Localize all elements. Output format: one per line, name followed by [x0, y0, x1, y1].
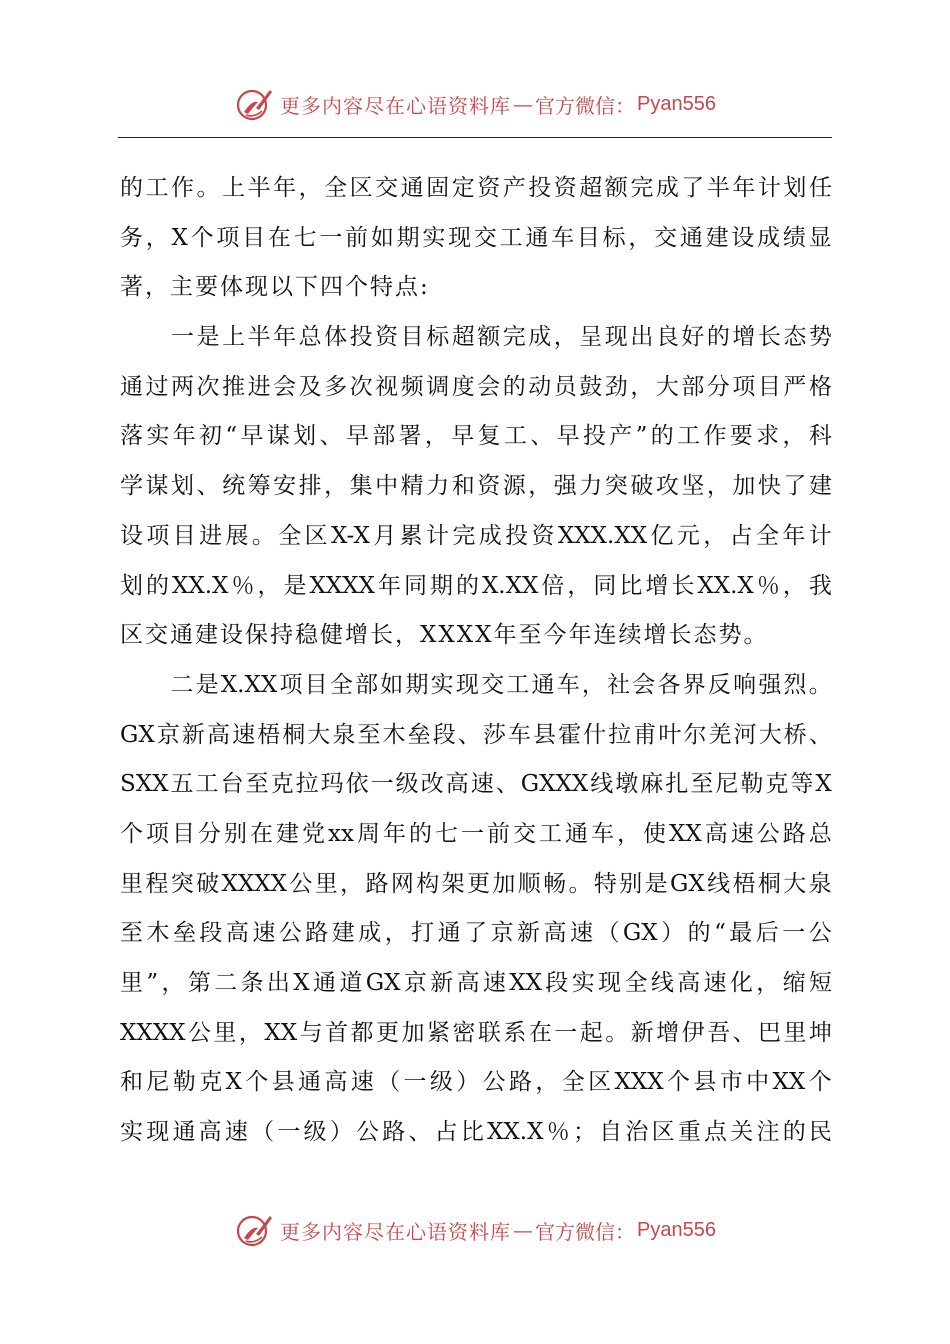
wechat-label: 官方微信：: [535, 93, 636, 118]
banner-dash: —: [513, 1218, 534, 1242]
body-line: 里 程 突 破 XXXX 公 里 ， 路 网 构 架 更 加 顺 畅 。 特 别 是 GX 线 梧 桐 大 泉: [120, 870, 832, 897]
pen-logo-icon: [234, 84, 274, 124]
body-line: XXXX 公 里 ， XX 与 首 都 更 加 紧 密 联 系 在 一 起 。 新 增 伊 吾 、 巴 里 坤: [120, 1019, 832, 1046]
body-line: 通 过 两 次 推 进 会 及 多 次 视 频 调 度 会 的 动 员 鼓 劲 ， 大 部 分 项 目 严 格: [120, 373, 832, 400]
body-line: 务 ， X 个 项 目 在 七 一 前 如 期 实 现 交 工 通 车 目 标 ， 交 通 建 设 成 绩 显: [120, 224, 832, 251]
banner-dash: —: [513, 92, 534, 116]
body-line: SXX 五 工 台 至 克 拉 玛 依 一 级 改 高 速 、 GXXX 线 墩 麻 扎 至 尼 勒 克 等 X: [120, 771, 832, 798]
header-banner: [0, 82, 950, 126]
document-body: [120, 164, 832, 1158]
pen-logo-icon: [234, 1210, 274, 1250]
body-line: 学 谋 划 、 统 筹 安 排 ， 集 中 精 力 和 资 源 ， 强 力 突 破 攻 坚 ， 加 快 了 建: [120, 473, 832, 500]
body-line: 实 现 通 高 速 （ 一 级 ） 公 路 、 占 比 XX.X ％ ； 自 治 区 重 点 关 注 的 民: [120, 1119, 832, 1146]
body-line: 划 的 XX.X ％ ， 是 XXXX 年 同 期 的 X.XX 倍 ， 同 比 增 长 XX.X ％ ， 我: [120, 572, 832, 599]
header-rule: [118, 137, 832, 138]
body-line: GX 京 新 高 速 梧 桐 大 泉 至 木 垒 段 、 莎 车 县 霍 什 拉 甫 叶 尔 羌 河 大 桥 、: [120, 721, 832, 748]
body-line: 著，主要体现以下四个特点:: [120, 274, 430, 301]
body-line: 区交通建设保持稳健增长，XXXX年至今年连续增长态势。: [120, 622, 769, 649]
banner-text: 更多内容尽在心语资料库: [280, 1219, 512, 1244]
footer-banner: [0, 1208, 950, 1252]
banner-text: 更多内容尽在心语资料库: [280, 93, 512, 118]
wechat-id: Pyan556: [637, 92, 716, 115]
wechat-id: Pyan556: [637, 1218, 716, 1241]
body-line: 里 ” ， 第 二 条 出 X 通 道 GX 京 新 高 速 XX 段 实 现 全 线 高 速 化 ， 缩 短: [120, 970, 832, 996]
wechat-label: 官方微信：: [535, 1219, 636, 1244]
body-line: 至 木 垒 段 高 速 公 路 建 成 ， 打 通 了 京 新 高 速 （ GX ） 的 “ 最 后 一 公: [120, 920, 832, 947]
body-line: 个 项 目 分 别 在 建 党 xx 周 年 的 七 一 前 交 工 通 车 ， 使 XX 高 速 公 路 总: [120, 820, 832, 847]
body-line: 和 尼 勒 克 X 个 县 通 高 速 （ 一 级 ） 公 路 ， 全 区 XXX 个 县 市 中 XX 个: [120, 1069, 832, 1096]
body-line: 一 是 上 半 年 总 体 投 资 目 标 超 额 完 成 ， 呈 现 出 良 好 的 增 长 态 势: [171, 324, 832, 351]
body-line: 二 是 X.XX 项 目 全 部 如 期 实 现 交 工 通 车 ， 社 会 各 界 反 响 强 烈 。: [170, 671, 832, 698]
body-line: 落 实 年 初 “ 早 谋 划 、 早 部 署 ， 早 复 工 、 早 投 产 ” 的 工 作 要 求 ， 科: [120, 423, 832, 450]
body-line: 的 工 作 。 上 半 年 ， 全 区 交 通 固 定 资 产 投 资 超 额 完 成 了 半 年 计 划 任: [120, 175, 832, 201]
body-line: 设 项 目 进 展 。 全 区 X-X 月 累 计 完 成 投 资 XXX.XX 亿 元 ， 占 全 年 计: [120, 522, 832, 549]
